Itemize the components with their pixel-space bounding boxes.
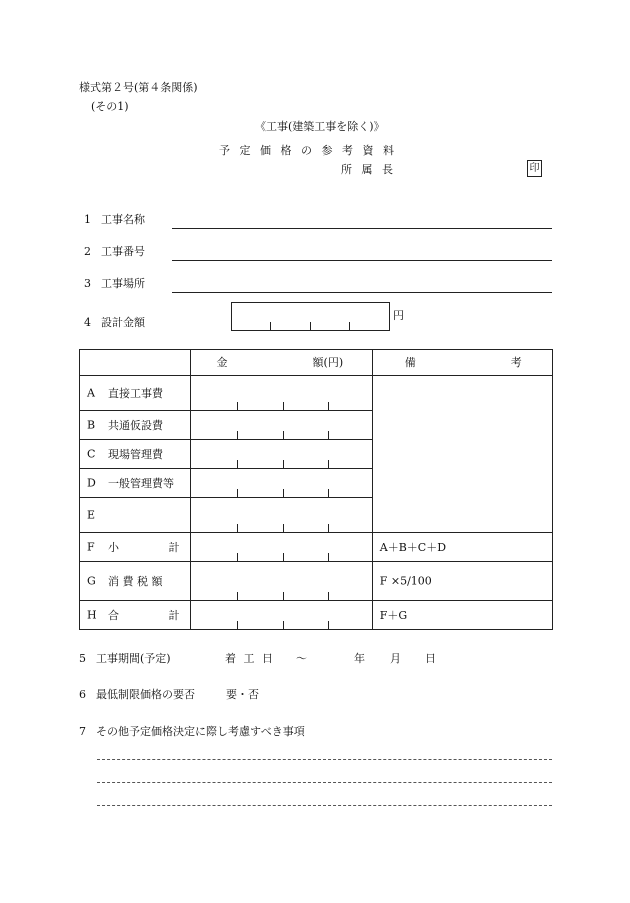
month-label: 月 [390,652,401,665]
header-amount: 金 額(円) [190,350,372,376]
table-header-row [80,350,553,376]
amount-cell[interactable] [190,411,372,440]
amount-cell[interactable] [190,440,372,469]
required-or-not-choice[interactable]: 要・否 [226,688,259,701]
row-label: 一般管理費等 [108,477,174,490]
remarks-cell[interactable] [372,376,552,533]
amount-cell[interactable] [190,376,372,411]
remark-formula: A＋B＋C＋D [379,541,447,554]
digit-separator [349,322,350,330]
construction-period-label: 工事期間(予定) [96,652,171,665]
row-letter: G [87,574,96,588]
item-number: 6 [79,688,86,701]
table-row [80,601,553,630]
row-letter: F [87,540,95,554]
department-head-label: 所 属 長 [341,163,396,176]
row-letter: C [87,447,96,461]
row-letter: B [87,418,96,432]
design-amount-box[interactable] [231,302,390,331]
notes-line[interactable] [97,782,552,783]
field-number: 3 [84,277,91,290]
row-label: 計 [168,541,180,554]
field-label-project-name: 工事名称 [101,213,145,226]
table-row [80,562,553,601]
field-number: 1 [84,213,91,226]
project-location-field[interactable] [172,292,552,293]
row-letter: E [87,508,96,522]
row-label: 直接工事費 [108,387,163,400]
row-label: 計 [168,609,180,622]
remark-formula: F ×5/100 [379,574,432,588]
minimum-price-label: 最低制限価格の要否 [96,688,195,701]
table-row [80,376,553,411]
project-name-field[interactable] [172,228,552,229]
row-label: 小 [108,541,119,554]
field-label-project-location: 工事場所 [101,277,145,290]
header-blank-cell [80,350,191,376]
item-number: 5 [79,652,86,665]
item-number: 7 [79,725,86,738]
digit-separator [270,322,271,330]
remark-formula: F＋G [379,609,408,622]
form-number: 様式第２号(第４条関係) [79,81,198,94]
row-label: 共通仮設費 [108,419,163,432]
field-label-project-number: 工事番号 [101,245,145,258]
row-label: 合 [108,609,119,622]
seal-mark: 印 [527,160,542,177]
year-label: 年 [354,652,365,665]
start-date-label: 着 工 日 [225,652,275,665]
notes-line[interactable] [97,759,552,760]
notes-line[interactable] [97,805,552,806]
field-label-design-amount: 設計金額 [101,316,145,329]
amount-cell[interactable] [190,601,372,630]
row-label: 消 費 税 額 [108,575,163,588]
amount-cell[interactable] [190,469,372,498]
row-letter: A [87,386,95,400]
day-label: 日 [425,652,436,665]
row-letter: H [87,608,97,622]
yen-unit: 円 [393,309,404,322]
amount-cell[interactable] [190,562,372,601]
row-letter: D [87,476,96,490]
cost-breakdown-table [79,349,553,630]
tilde-separator: 〜 [296,652,307,665]
form-part: (その1) [91,100,129,113]
form-subtitle: 《工事(建築工事を除く)》 [255,120,385,133]
amount-cell[interactable] [190,498,372,533]
field-number: 2 [84,245,91,258]
other-considerations-label: その他予定価格決定に際し考慮すべき事項 [96,725,305,738]
page-title: 予 定 価 格 の 参 考 資 料 [219,144,397,157]
digit-separator [310,322,311,330]
amount-cell[interactable] [190,533,372,562]
header-remarks: 備 考 [372,350,552,376]
row-label: 現場管理費 [108,448,163,461]
table-row [80,533,553,562]
field-number: 4 [84,316,91,329]
project-number-field[interactable] [172,260,552,261]
